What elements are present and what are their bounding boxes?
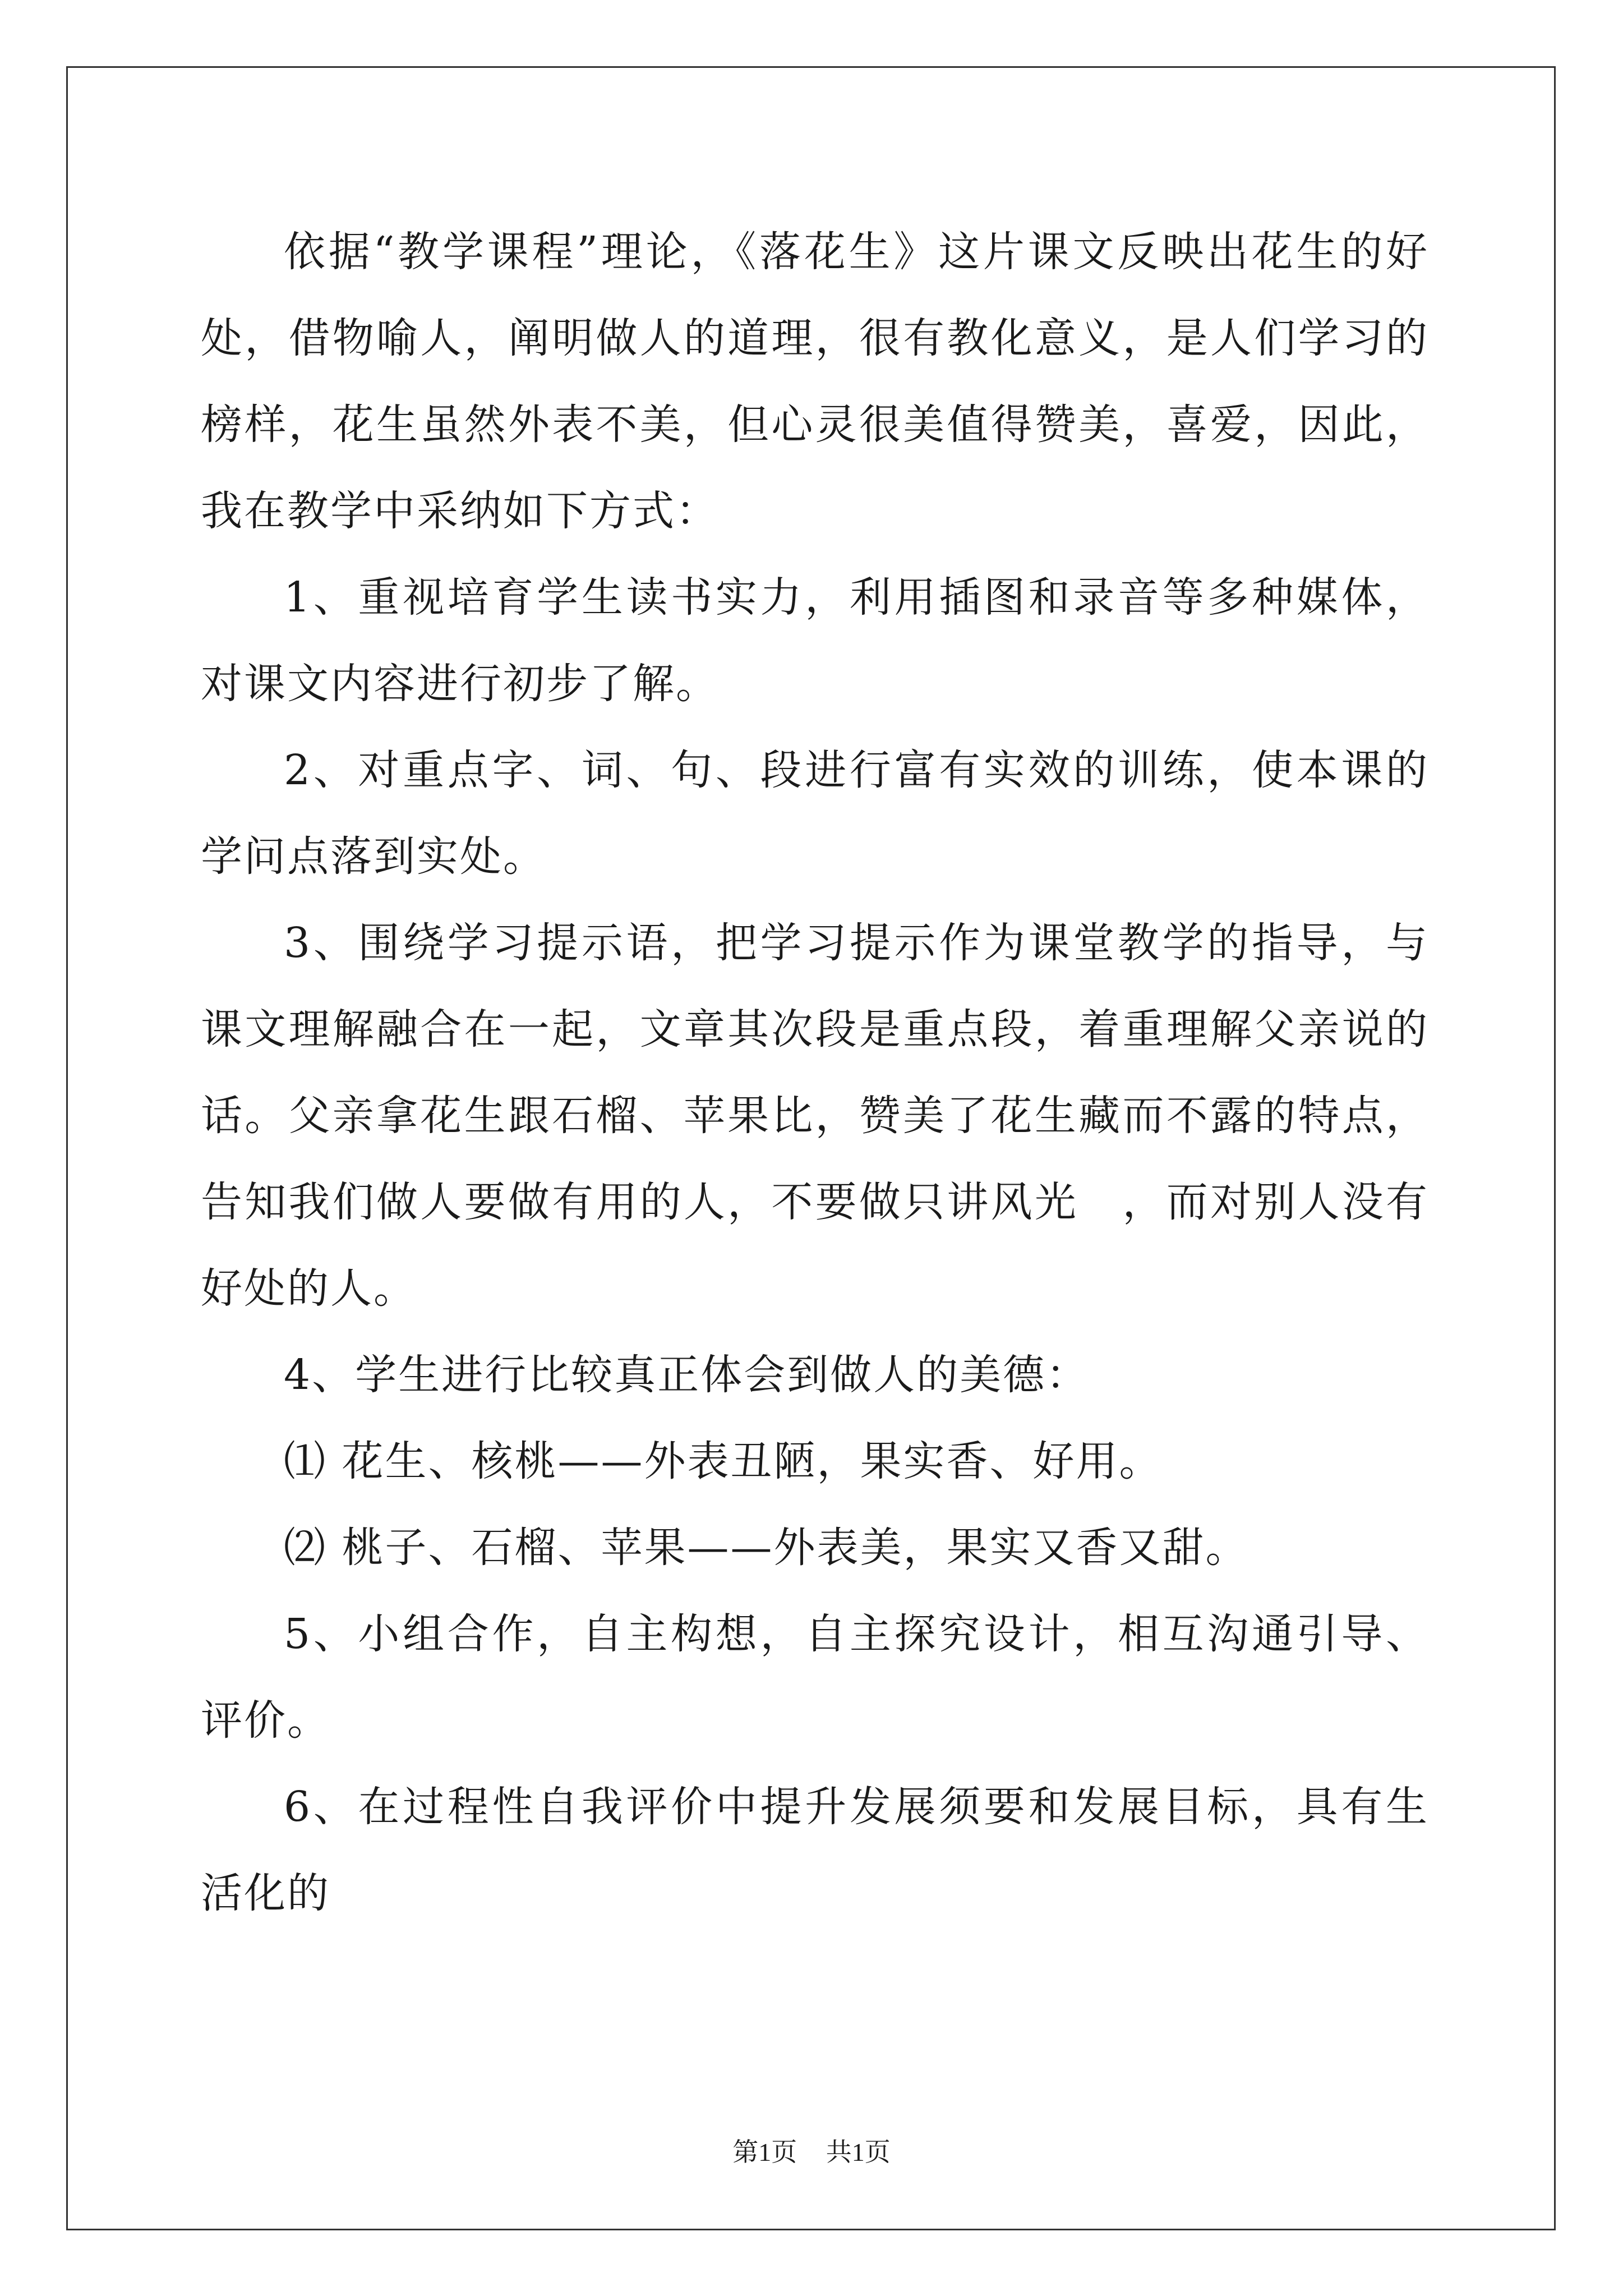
document-body <box>201 209 1429 1936</box>
paragraph-point-2: 2、对重点字、词、句、段进行富有实效的训练，使本课的学问点落到实处。 <box>201 746 1429 881</box>
page-number-current: 第1页 <box>732 2138 797 2166</box>
paragraph-point-1: 1、重视培育学生读书实力，利用插图和录音等多种媒体，对课文内容进行初步了解。 <box>201 573 1429 708</box>
page-number-total: 共1页 <box>826 2138 891 2166</box>
paragraph-point-6: 6、在过程性自我评价中提升发展须要和发展目标，具有生活化的 <box>201 1783 1429 1917</box>
paragraph-intro: 依据“教学课程”理论，《落花生》这片课文反映出花生的好处，借物喻人，阐明做人的道理，很有教化意义，是人们学习的榜样，花生虽然外表不美，但心灵很美值得赞美，喜爱，因此，我在教学中采纳如下方式： <box>201 228 1429 535</box>
page-footer <box>0 2132 1623 2169</box>
paragraph-subpoint-1: ⑴ 花生、核桃——外表丑陋，果实香、好用。 <box>284 1437 1163 1485</box>
paragraph-point-4: 4、学生进行比较真正体会到做人的美德： <box>284 1351 1090 1399</box>
paragraph-subpoint-2: ⑵ 桃子、石榴、苹果——外表美，果实又香又甜。 <box>284 1524 1249 1572</box>
paragraph-point-3: 3、围绕学习提示语，把学习提示作为课堂教学的指导，与课文理解融合在一起，文章其次段是重点段，着重理解父亲说的话。父亲拿花生跟石榴、苹果比，赞美了花生藏而不露的特点，告知我们做人要做有用的人，不要做只讲风光 ，而对别人没有好处的人。 <box>201 919 1429 1313</box>
paragraph-point-5: 5、小组合作，自主构想，自主探究设计，相互沟通引导、评价。 <box>201 1610 1429 1745</box>
